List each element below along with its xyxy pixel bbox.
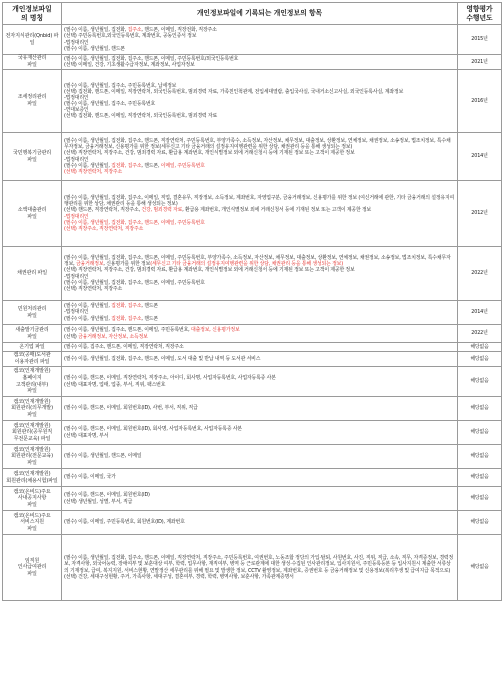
file-name: 캠코(온비드)주요 사내공지사항 파일: [13, 488, 51, 508]
file-name-cell: [3, 181, 62, 247]
item-text: (선택) 집전화, 핸드폰, 이메일, 직장연락처, 외국인등록번호, 범죄경력 자료, 가족친인척관계, 전입세대열람, 출입국사실, 국내거소신고사실, 외국인등록사실, 계좌정보: [64, 88, 404, 95]
item-text: (필수) 이름, 생년월일, 집주소, 주민등록번호, 납세정보: [64, 82, 177, 89]
item-text: (선택) 생년월일, 성별, 부서, 직급: [64, 498, 133, 505]
items-cell: [62, 325, 458, 343]
items-cell: [62, 247, 458, 301]
file-name: 소액대출관리 파일: [17, 206, 47, 220]
items-cell: [62, 535, 458, 601]
item-line: [64, 62, 455, 68]
items-cell: [62, 511, 458, 535]
item-line: [64, 356, 455, 362]
items-cell: [62, 343, 458, 352]
assessment-year: 2022년: [471, 330, 488, 337]
item-text: (선택) 대표자명, 부서: [64, 432, 109, 439]
item-text: -법정대리인: [64, 273, 89, 280]
highlighted-item-text: 금융거래정보: [75, 261, 104, 268]
table-row: [3, 343, 502, 352]
item-line: [64, 89, 455, 95]
highlighted-item-text: 대출정보, 신용평가정보: [191, 327, 240, 334]
item-text: (필수) 이름, 생년월일,: [64, 162, 112, 169]
file-name: 캠코(인재개발원) 회원관리(채용시험)파일: [6, 470, 58, 484]
assessment-year: 해당없음: [470, 495, 489, 502]
assessment-year-cell: [458, 445, 502, 469]
file-name: 캠코(공매)도서관 이용자관리 파일: [13, 352, 51, 365]
highlighted-item-text: 이메일, 주민등록번호: [160, 162, 205, 169]
file-name: 캠코(인재개발원) 회원관리(공무원직 무전문교육) 파일: [11, 422, 52, 442]
header-file-name-text: 개인정보파일 의 명칭: [12, 4, 52, 22]
file-name: 온기업 파일: [19, 343, 45, 350]
table-header-row: [3, 3, 502, 25]
highlighted-item-text: 집전화, 집주소: [111, 162, 142, 169]
item-text: (필수) 이름, 생년월일, 집전화, 집주소, 핸드폰, 직장연락처, 주민등록번호, 부양가족수, 소득정보, 자산정보, 채무정보, 대출정보, 상환정보, 연체정보, 채권정보, 소송정보, 법조치정보, 특수채무자정보, 금융거래정보, 신용평가를 위한 정보(세무신고 기타 금융거래의 설정유지여행관련을 위한 상담, 채권관리 등을 통해 생성되는 정보): [64, 138, 451, 151]
item-text: (선택) 직장연락처, 직장주소, 건강, 범죄경력 자료, 환급용 계좌번호, 개인식별정보 외에 거래신청시 등에 기재된 정보 또는 고객이 제공한 정보: [64, 150, 355, 157]
highlighted-item-text: 집전화, 집주소: [111, 303, 142, 310]
item-text: (필수) 이름, 생년월일, 집전화, 집주소, 핸드폰, 이메일, 직장연락처, 직장주소, 주민등록번호, 여권번호, 노동조합 정당의 가입·탈퇴, 사원번호, 사진, 직위, 직급, 소속, 직무, 자격증정보, 경력정보, 자격사항, 외국어능력, 장애여부 및 보훈대상 여부, 학력, 업무사항, 재직여부, 병역 등 근로관계에 대한 생성·수집된 인사관리정보, 입사지원서, 주민등록등본 등 입사지원시 제출한 서류상의 기재정보, 급여, 복지지원, 서비스현황, 연말정산 세무관리를 위해 필요 및 발생한 정보, CCTV 촬영정보, 계좌번호, 증권번호 등 금융거래정보 및 신용정보(복리후생 및 급여지급 목적으로): [64, 555, 454, 574]
header-assessment-year-text: 영향평가 수행년도: [466, 4, 493, 22]
item-line: [64, 382, 455, 388]
assessment-year: 2022년: [471, 270, 488, 277]
table-row: [3, 445, 502, 469]
assessment-year: 2012년: [471, 210, 488, 217]
item-text: (필수) 이름, 생년월일, 집전화, 집주소, 핸드폰, 이메일, 주민등록번호: [64, 279, 205, 286]
table-row: [3, 487, 502, 511]
item-line: [64, 474, 455, 480]
item-line: [64, 433, 455, 439]
assessment-year: 해당없음: [470, 355, 489, 362]
assessment-year-cell: [458, 421, 502, 445]
file-name: 임직원 인사급여관리 파일: [17, 557, 47, 577]
items-cell: [62, 445, 458, 469]
table-row: [3, 535, 502, 601]
assessment-year-cell: [458, 70, 502, 133]
items-cell: [62, 55, 458, 70]
header-file-name: [3, 3, 62, 25]
table-row: [3, 55, 502, 70]
item-text: , 핸드폰, 이메일, 직장전화, 직장주소: [141, 27, 217, 34]
item-text: (선택) 대표자명, 업태, 업종, 부서, 직위, 팩스번호: [64, 381, 166, 388]
highlighted-item-text: (세무신고 기타 금융거래의 설정유지여행관련을 위한 상담, 채권관리 등을 통해 생성되는 정보): [150, 261, 344, 268]
file-name-cell: [3, 301, 62, 325]
assessment-year-cell: [458, 535, 502, 601]
file-name-cell: [3, 445, 62, 469]
file-name-cell: [3, 133, 62, 181]
file-name-cell: [3, 367, 62, 397]
file-name-cell: [3, 343, 62, 352]
item-text: (선택) 주민등록번호,외국인등록번호, 계좌번호, 공동인증서 정보: [64, 33, 197, 40]
item-line: [64, 344, 455, 350]
assessment-year-cell: [458, 181, 502, 247]
file-name-cell: [3, 421, 62, 445]
file-name-cell: [3, 469, 62, 487]
assessment-year-cell: [458, 352, 502, 367]
assessment-year-cell: [458, 487, 502, 511]
table-row: [3, 352, 502, 367]
item-line: [64, 519, 455, 525]
file-name: 캠코(인재개발원) 홈페이지 고객관리(내부) 파일: [13, 368, 51, 395]
table-row: [3, 325, 502, 343]
assessment-year: 해당없음: [470, 343, 489, 350]
assessment-year: 2014년: [471, 153, 488, 160]
highlighted-item-text: (선택) 직장연락처, 직장주소: [64, 168, 123, 175]
highlighted-item-text: (선택) 직장주소, 직장연락처, 직장주소: [64, 225, 144, 232]
item-text: (필수) 이름, 생년월일, 집전화, 집주소, 이메일, 직업, 결혼유무, 직장정보, 소득정보, 계좌번호, 자영업구분, 금융거래정보, 신용평가를 위한 정보 (여신거래에 관한, 기타 금융거래의 설정유지여행관리를 위한 상담, 채권관리 등을 통해 생성되는 정보): [64, 195, 455, 208]
item-text: (필수) 이름, 핸드폰, 이메일, 회원번호(ID), 사번, 부서, 직위, 직급: [64, 405, 198, 412]
table-row: [3, 367, 502, 397]
item-text: (필수) 이름, 이메일, 국가: [64, 474, 116, 481]
item-line: [64, 169, 455, 175]
file-name: 캠코(인재개발원) 회원관리(의무개발) 파일: [11, 398, 53, 418]
item-text: -법정대리인: [64, 156, 89, 163]
item-line: [64, 226, 455, 232]
item-text: (선택) 건강, 세대구성현황, 주거, 가족사항, 세대구성, 결혼여부, 경력, 학력, 병역사항, 보훈사항, 가족관계증명서: [64, 573, 294, 580]
assessment-year: 해당없음: [470, 453, 489, 460]
table-row: [3, 133, 502, 181]
item-text: , 핸드폰: [141, 315, 158, 322]
assessment-year: 해당없음: [470, 474, 489, 481]
items-cell: [62, 397, 458, 421]
item-text: , 환급용 계좌번호, 개인식별정보 외에 거래신청서 등에 기재된 정보 또는 고객이 제공한 정보: [182, 207, 372, 214]
item-text: (필수) 이름, 생년월일, 핸드폰, 이메일: [64, 453, 142, 460]
file-name-cell: [3, 247, 62, 301]
file-name-cell: [3, 25, 62, 55]
assessment-year-cell: [458, 325, 502, 343]
item-line: [64, 46, 455, 52]
item-line: [64, 499, 455, 505]
table-body: [3, 25, 502, 601]
file-name-cell: [3, 487, 62, 511]
file-name: 국유재산관리 파일: [17, 55, 47, 68]
file-name: 캠코(온비드)주요 서비스지원 파일: [13, 512, 51, 532]
file-name: 전자지식관리(Qnbid) 파일: [5, 32, 59, 46]
file-name: 캠코(인재개발원) 회원관리(전문교육) 파일: [11, 446, 53, 466]
item-text: (선택) 이메일, 건강, 기초생활수급자정보, 계좌정보, 사업자정보: [64, 62, 195, 68]
item-text: (필수) 이름, 생년월일, 집전화, 집주소, 핸드폰, 이메일, 주민등록번호/외국인등록번호: [64, 55, 239, 62]
assessment-year-cell: [458, 301, 502, 325]
assessment-year-cell: [458, 511, 502, 535]
table-row: [3, 511, 502, 535]
item-text: (선택) 집전화, 핸드폰, 이메일, 직장연락처, 외국인등록번호, 범죄경력 자료: [64, 113, 218, 120]
item-text: (선택) 직장연락처, 직장주소, 건강, 범죄경력 자료, 환급용 계좌번호, 개인식별정보 외에 거래신청서 등에 기재된 정보 또는 고객이 제공한 정보: [64, 267, 355, 274]
item-text: (필수) 이름, 생년월일, 집전화, 집주소, 핸드폰, 이메일, 주민등록번호, 부양가족수, 소득정보, 자산정보, 채무정보, 대출정보, 상환정보, 연체정보, 채권정보, 소송정보, 법조치정보, 특수채무자정보,: [64, 255, 451, 268]
item-line: [64, 334, 455, 340]
table-row: [3, 469, 502, 487]
item-text: -연대보증인: [64, 107, 89, 114]
file-name: 새출발기금관리 파일: [15, 326, 49, 340]
item-line: [64, 574, 455, 580]
item-line: [64, 195, 455, 207]
item-line: [64, 138, 455, 150]
file-name-cell: [3, 325, 62, 343]
item-text: (선택) 핸드폰, 직장연락처, 직장주소,: [64, 207, 142, 214]
table-row: [3, 421, 502, 445]
assessment-year: 해당없음: [470, 378, 489, 385]
item-text: -법정대리인: [64, 94, 89, 101]
items-cell: [62, 367, 458, 397]
file-name-cell: [3, 397, 62, 421]
item-text: -법정대리인: [64, 309, 89, 316]
table-row: [3, 397, 502, 421]
table-row: [3, 247, 502, 301]
item-text: (필수) 이름, 생년월일, 집주소, 핸드폰, 이메일, 주민등록번호,: [64, 327, 191, 334]
table-row: [3, 70, 502, 133]
items-cell: [62, 70, 458, 133]
item-text: (필수) 이름, 생년월일,: [64, 303, 112, 310]
assessment-year: 2016년: [471, 97, 488, 104]
file-name: 민원처리관리 파일: [17, 305, 47, 319]
item-line: [64, 405, 455, 411]
item-text: (필수) 이름, 핸드폰, 이메일, 회원번호(ID), 회사명, 사업자등록번호, 사업자등록증 사본: [64, 426, 242, 433]
assessment-year: 해당없음: [470, 519, 489, 526]
item-text: (필수) 이름, 핸드폰, 이메일, 직장연락처, 직장주소, 아이디, 회사명, 사업자등록번호, 사업자등록증 사본: [64, 375, 276, 382]
assessment-year-cell: [458, 247, 502, 301]
privacy-file-table: [2, 2, 502, 601]
item-text: , 핸드폰,: [141, 162, 161, 169]
item-line: [64, 316, 455, 322]
items-cell: [62, 25, 458, 55]
item-text: (선택): [64, 333, 79, 340]
assessment-year-cell: [458, 55, 502, 70]
assessment-year: 해당없음: [470, 405, 489, 412]
file-name: 채권관리 파일: [16, 270, 48, 277]
items-cell: [62, 469, 458, 487]
file-name: 국민행복기금관리 파일: [12, 149, 52, 163]
table-row: [3, 25, 502, 55]
file-name-cell: [3, 535, 62, 601]
assessment-year-cell: [458, 25, 502, 55]
item-line: [64, 286, 455, 292]
assessment-year: 2021년: [471, 58, 488, 65]
assessment-year-cell: [458, 343, 502, 352]
item-text: (필수) 이름, 생년월일,: [64, 315, 112, 322]
assessment-year: 해당없음: [470, 429, 489, 436]
file-name-cell: [3, 511, 62, 535]
items-cell: [62, 421, 458, 445]
assessment-year-cell: [458, 367, 502, 397]
highlighted-item-text: 금융거래정보, 자산정보, 소득정보: [78, 333, 148, 340]
item-text: (필수) 이름, 집주소, 핸드폰, 이메일, 직장연락처, 직장주소: [64, 343, 184, 350]
header-items-text: 개인정보파일에 기록되는 개인정보의 항목: [196, 9, 323, 17]
highlighted-item-text: 건강, 범죄경력 자료: [141, 207, 183, 214]
file-name-cell: [3, 70, 62, 133]
file-name: 조세정리관리 파일: [17, 94, 47, 107]
highlighted-item-text: 집주소: [127, 27, 142, 34]
item-line: [64, 453, 455, 459]
items-cell: [62, 352, 458, 367]
highlighted-item-text: (필수) 이름, 생년월일, 집전화, 집주소, 핸드폰, 이메일, 주민등록번호: [64, 219, 205, 226]
item-text: (필수) 이름, 이메일, 주민등록번호, 회원번호(ID), 계좌번호: [64, 519, 185, 526]
item-line: [64, 113, 455, 119]
assessment-year-cell: [458, 133, 502, 181]
item-line: [64, 255, 455, 267]
item-text: (필수) 이름, 생년월일, 집전화,: [64, 27, 128, 34]
highlighted-item-text: -법정대리인: [64, 213, 89, 220]
assessment-year: 2014년: [471, 309, 488, 316]
assessment-year-cell: [458, 397, 502, 421]
item-text: -법정대리인: [64, 39, 89, 46]
assessment-year-cell: [458, 469, 502, 487]
header-items: [62, 3, 458, 25]
table-row: [3, 301, 502, 325]
item-text: (필수) 이름, 생년월일, 핸드폰: [64, 45, 125, 52]
items-cell: [62, 181, 458, 247]
assessment-year: 해당없음: [470, 564, 489, 571]
table-row: [3, 181, 502, 247]
item-text: (필수) 이름, 생년월일, 집전화, 집주소, 핸드폰, 이메일, 도서 대출 및 반납 내역 등 도서관 서비스: [64, 355, 261, 362]
item-text: (필수) 이름, 생년월일, 집주소, 주민등록번호: [64, 101, 156, 107]
items-cell: [62, 301, 458, 325]
assessment-year: 2015년: [471, 36, 488, 43]
file-name-cell: [3, 55, 62, 70]
item-text: , 신용평가를 위한 정보: [103, 261, 151, 268]
item-text: , 핸드폰: [141, 303, 158, 310]
file-name-cell: [3, 352, 62, 367]
item-text: (선택) 직장연락처, 직장주소: [64, 285, 123, 292]
item-text: (필수) 이름, 핸드폰, 이메일, 회원번호(ID): [64, 492, 150, 499]
items-cell: [62, 487, 458, 511]
highlighted-item-text: 집전화, 집주소: [111, 315, 142, 322]
header-assessment-year: [458, 3, 502, 25]
items-cell: [62, 133, 458, 181]
item-line: [64, 555, 455, 573]
